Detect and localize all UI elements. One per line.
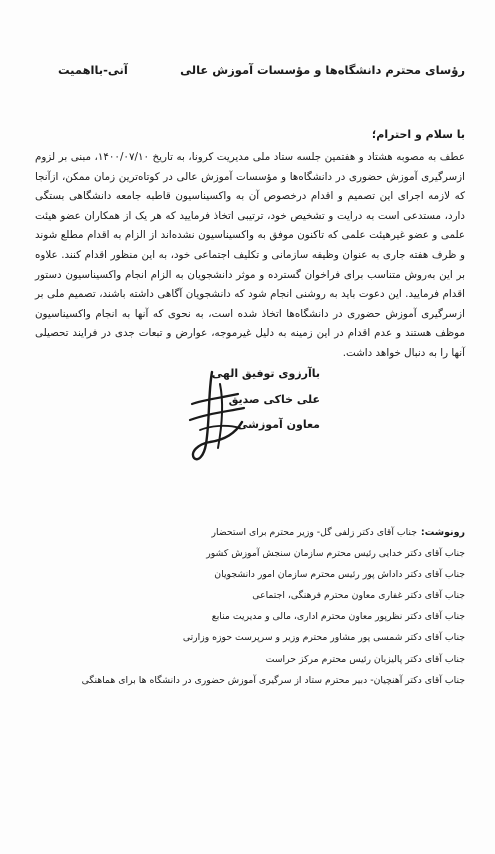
cc-item: جناب آقای دکتر پالیزبان رئیس محترم مرکز حراست [265,653,465,665]
cc-list [20,522,465,691]
greeting: با سلام و احترام؛ [371,128,465,141]
signature-wish: باآرزوی توفیق الهی [211,367,320,380]
cc-item: جناب آقای دکتر داداش پور رئیس محترم سازمان امور دانشجویان [214,569,465,581]
signatory-name: علی خاکی صدیق [228,393,320,406]
signature-block [180,364,320,474]
cc-item: جناب آقای دکتر غفاری معاون محترم فرهنگی، اجتماعی [252,590,465,602]
cc-item: جناب آقای دکتر شمسی پور مشاور محترم وزیر و سرپرست حوزه وزارتی [182,632,465,644]
priority-label: آنی-بااهمیت [58,63,128,77]
cc-item: جناب آقای دکتر آهنچیان- دبیر محترم ستاد از سرگیری آموزش حضوری در دانشگاه ها برای هماهنگی [81,674,465,686]
cc-item: جناب آقای دکتر زلفی گل- وزیر محترم برای استحضار [211,527,417,538]
recipient-heading: رؤسای محترم دانشگاه‌ها و مؤسسات آموزش عالی [180,63,465,77]
cc-item: جناب آقای دکتر خدایی رئیس محترم سازمان سنجش آموزش کشور [206,548,465,560]
handwritten-signature [180,364,250,474]
letter-body: عطف به مصوبه هشتاد و هفتمین جلسه ستاد ملی مدیریت کرونا، به تاریخ ۱۴۰۰/۰۷/۱۰، مبنی بر لزوم ازسرگیری آموزش حضوری در دانشگاه‌ها و مؤسسات آموزش عالی در کوتاه‌ترین زمان ممکن، ازآنجا که لازمه اجرای این تصمیم و اقدام درخصوص آن به واکسیناسیون قاطبه جامعه دانشگاهی بستگی دارد، مستدعی است به درایت و تشخیص خود، ترتیبی اتخاذ فرمایید که هر یک از همکاران عضو هیئت علمی و عضو غیرهیئت علمی که تاکنون موفق به واکسیناسیون نشده‌اند از الزام به اقدام مطلع شوند و ظرف هفته جاری به عنوان وظیفه سازمانی و تکلیف اجتماعی خود، به این منظور اقدام کنند. علاوه بر این به‌روش متناسب برای فراخوان گسترده و موثر دانشجویان به الزام انجام واکسیناسیون دستور اقدام فرمایید. این دعوت باید به روشنی انجام شود که دانشجویان آگاهی داشته باشند، تصمیم ملی بر ازسرگیری آموزش حضوری در دانشگاه‌ها اتخاذ شده است، به نحوی که آنها به انجام واکسیناسیون موظف هستند و عدم اقدام در این زمینه به دلیل غیرموجه، عوارض و تبعات جدی در فرایند تحصیلی آنها را به دنبال خواهد داشت. [35,151,465,359]
signatory-role: معاون آموزشی [237,418,320,431]
cc-item: جناب آقای دکتر نظرپور معاون محترم اداری، مالی و مدیریت منابع [211,611,465,623]
cc-label: رونوشت: [420,527,465,538]
